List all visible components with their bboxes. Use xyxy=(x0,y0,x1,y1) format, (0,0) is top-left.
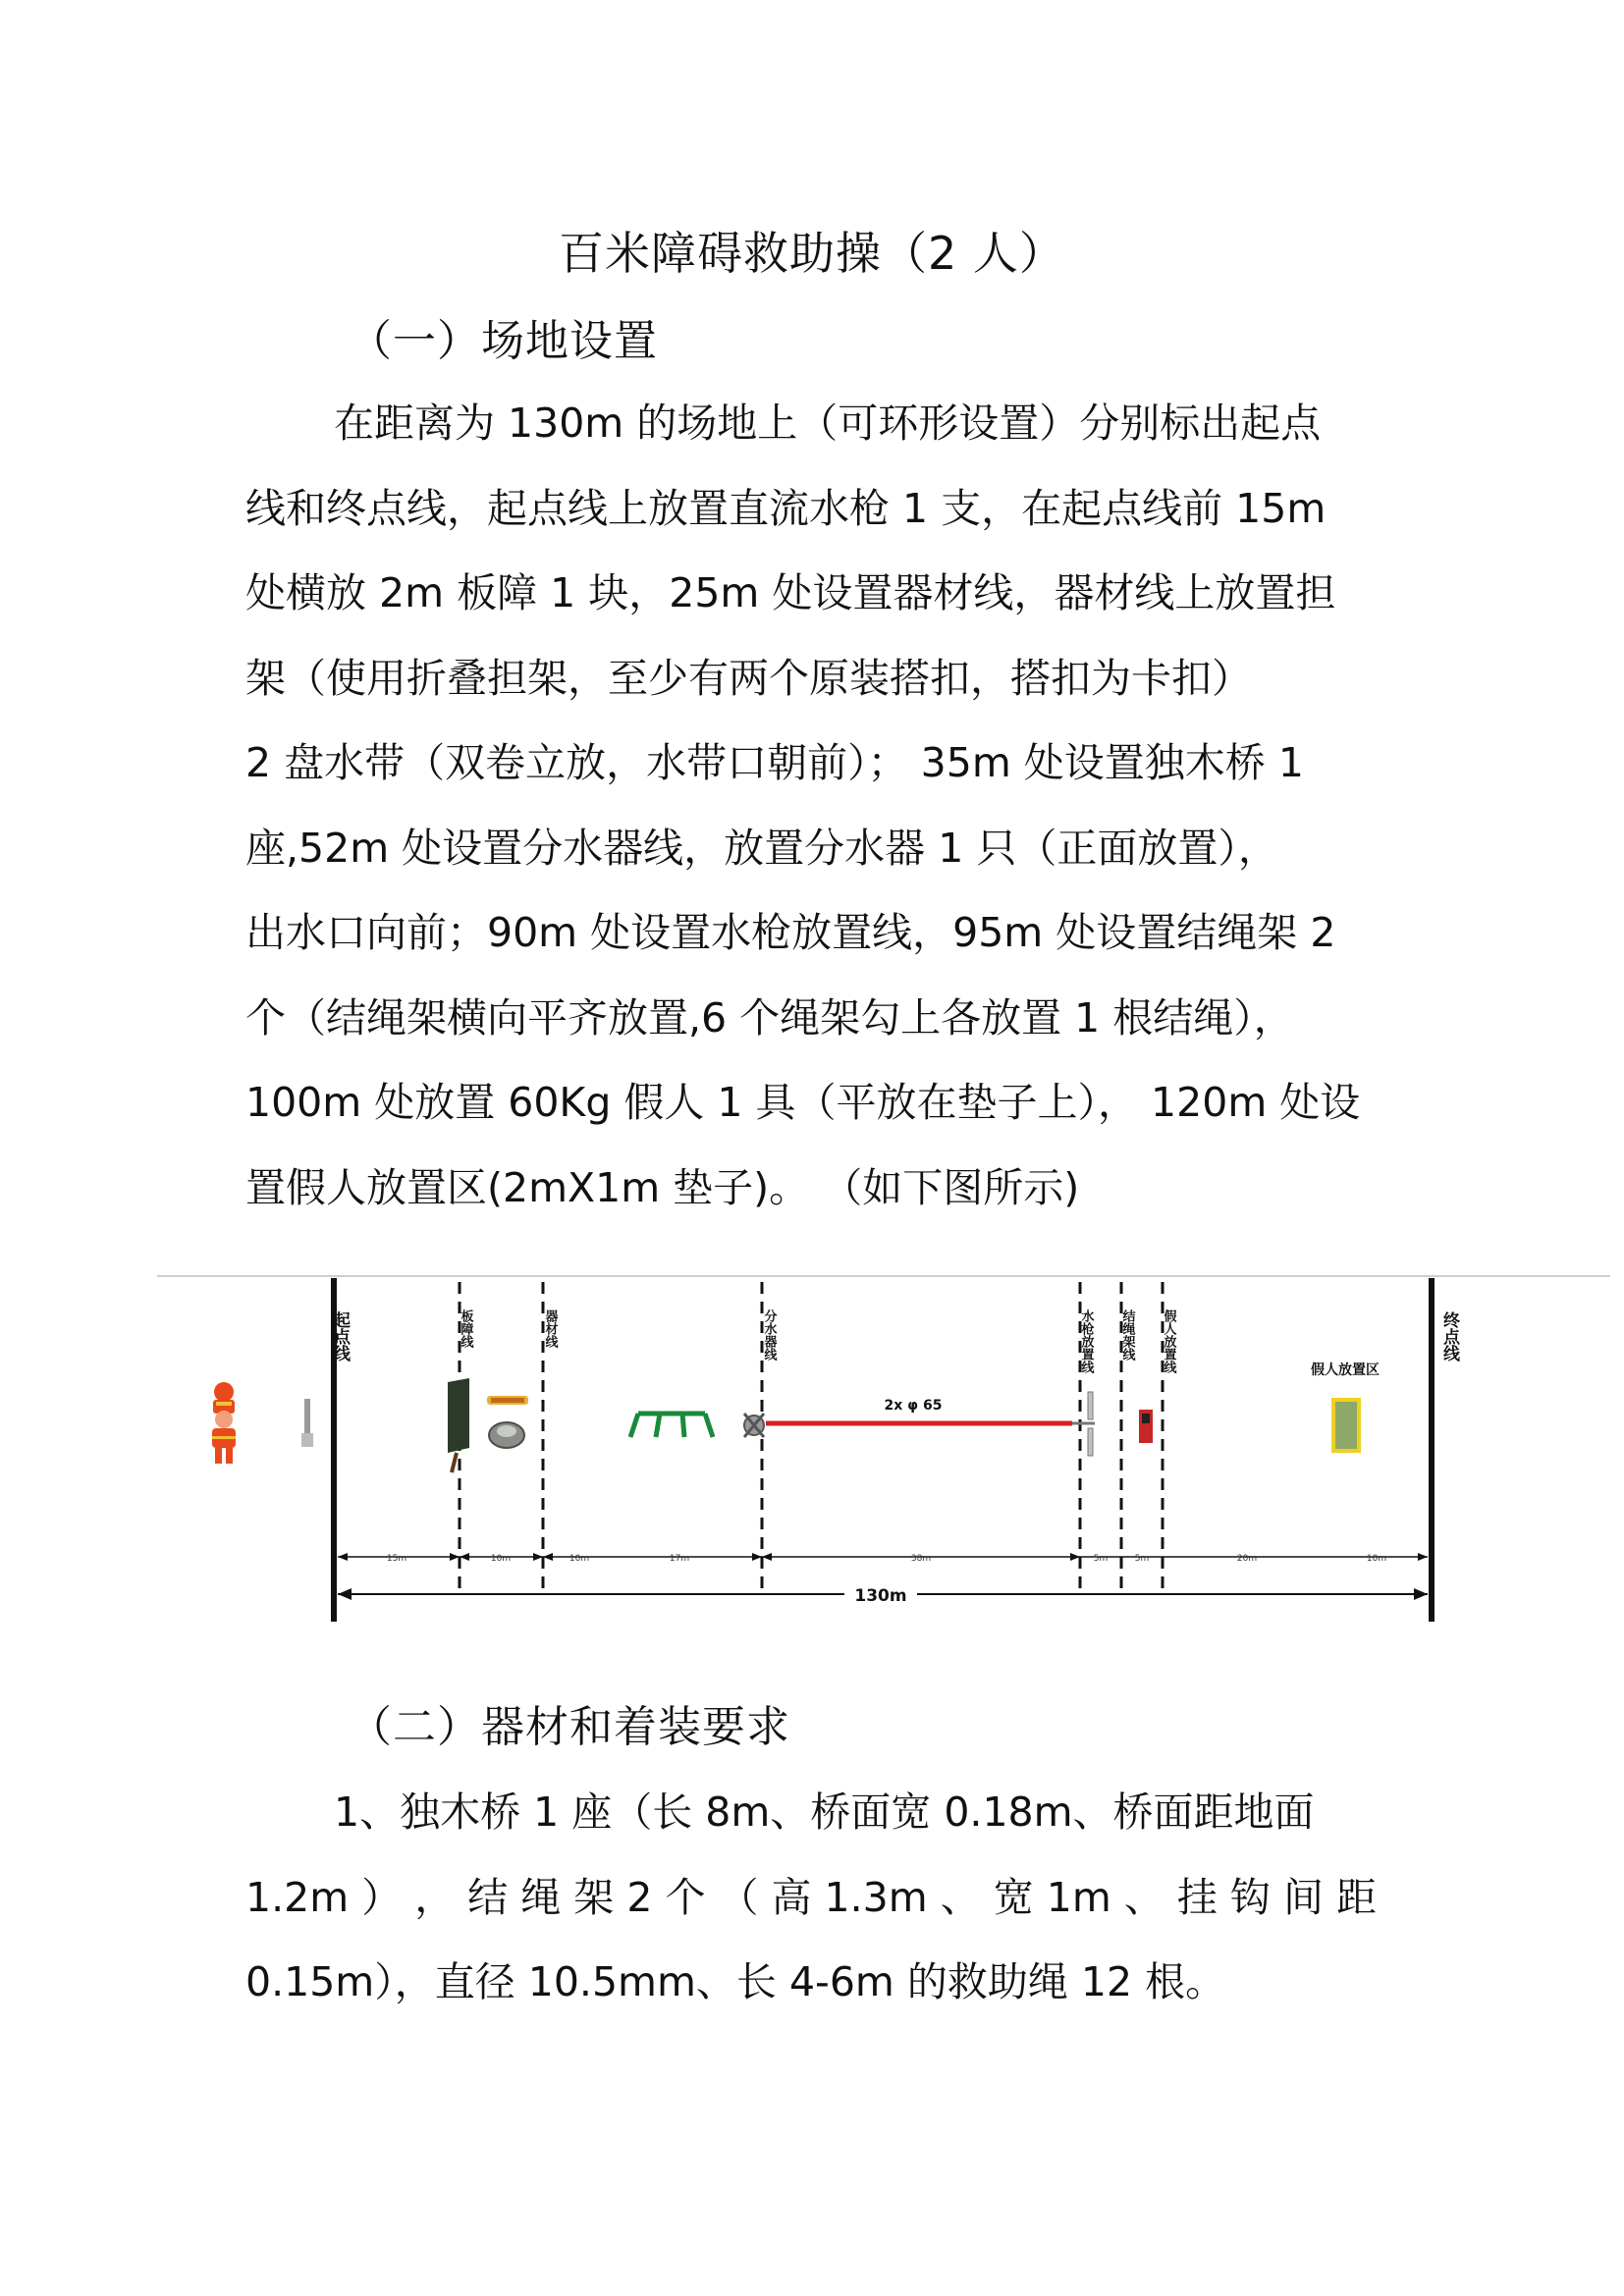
segment-label: 10m xyxy=(1366,1554,1387,1564)
paragraph-line: 个（结绳架横向平齐放置,6 个绳架勾上各放置 1 根结绳）， xyxy=(245,993,1294,1041)
paragraph-line: 2 盘水带（双卷立放，水带口朝前）； 35m 处设置独木桥 1 xyxy=(245,739,1304,786)
paragraph-line: 100m 处放置 60Kg 假人 1 具（平放在垫子上）， 120m 处设 xyxy=(245,1079,1361,1126)
water-divider-icon xyxy=(744,1414,764,1437)
section-1-paragraph xyxy=(245,381,1384,1230)
paragraph-line: 线和终点线，起点线上放置直流水枪 1 支，在起点线前 15m xyxy=(245,484,1326,532)
nozzle-pair-icon xyxy=(1072,1392,1095,1456)
nozzle-icon xyxy=(301,1399,313,1447)
dummy-zone-label: 假人放置区 xyxy=(1311,1362,1380,1378)
section-1-heading: （一）场地设置 xyxy=(349,316,658,366)
paragraph-line: 座,52m 处设置分水器线，放置分水器 1 只（正面放置）， xyxy=(245,824,1278,872)
label-nozzle-line: 水枪放置线 xyxy=(1078,1309,1094,1373)
stretcher-icon xyxy=(487,1396,528,1405)
paragraph-line: 1.2m ） ， 结 绳 架 2 个 （ 高 1.3m 、 宽 1m 、 挂 钩 间 距 xyxy=(245,1873,1377,1921)
label-finish-line: 终点线 xyxy=(1439,1311,1459,1362)
paragraph-line: 在距离为 130m 的场地上（可环形设置）分别标出起点 xyxy=(334,400,1322,447)
paragraph-line: 1、独木桥 1 座（长 8m、桥面宽 0.18m、桥面距地面 xyxy=(334,1789,1315,1836)
paragraph-line: 处横放 2m 板障 1 块，25m 处设置器材线，器材线上放置担 xyxy=(245,569,1336,616)
segment-label: 10m xyxy=(490,1554,512,1564)
field-layout-diagram xyxy=(157,1266,1610,1639)
label-board-line: 板障线 xyxy=(458,1309,473,1348)
label-dummy-line: 假人放置线 xyxy=(1161,1309,1176,1373)
section-2-heading: （二）器材和着装要求 xyxy=(349,1702,790,1752)
paragraph-line: 架（使用折叠担架，至少有两个原装搭扣，搭扣为卡扣） xyxy=(245,654,1252,702)
segment-label: 20m xyxy=(1236,1554,1258,1564)
label-equipment-line: 器材线 xyxy=(542,1309,558,1348)
firefighter-icon xyxy=(212,1382,236,1464)
dummy-zone-mat xyxy=(1333,1400,1359,1451)
hose-label: 2x φ 65 xyxy=(884,1398,943,1414)
rope-rack-icon xyxy=(1139,1410,1153,1443)
label-start-line: 起点线 xyxy=(330,1311,350,1362)
segment-label: 38m xyxy=(910,1554,932,1564)
hose-roll-icon xyxy=(489,1422,524,1448)
total-dimension-label: 130m xyxy=(854,1586,907,1606)
page-title: 百米障碍救助操（2 人） xyxy=(559,227,1065,280)
segment-label: 10m xyxy=(568,1554,590,1564)
label-rope-rack-line: 结绳架线 xyxy=(1119,1309,1135,1361)
paragraph-line: 0.15m），直径 10.5mm、长 4-6m 的救助绳 12 根。 xyxy=(245,1958,1226,2005)
board-obstacle-icon xyxy=(448,1378,469,1472)
label-divider-line: 分水器线 xyxy=(761,1309,777,1361)
section-2-paragraph xyxy=(245,1770,1384,2025)
balance-bridge-icon xyxy=(630,1414,713,1437)
segment-label: 5m xyxy=(1134,1554,1150,1564)
segment-label: 5m xyxy=(1093,1554,1109,1564)
paragraph-line: 置假人放置区(2mX1m 垫子)。 （如下图所示) xyxy=(245,1163,1080,1211)
segment-label: 15m xyxy=(386,1554,407,1564)
paragraph-line: 出水口向前；90m 处设置水枪放置线，95m 处设置结绳架 2 xyxy=(245,909,1336,956)
segment-label: 17m xyxy=(669,1554,690,1564)
